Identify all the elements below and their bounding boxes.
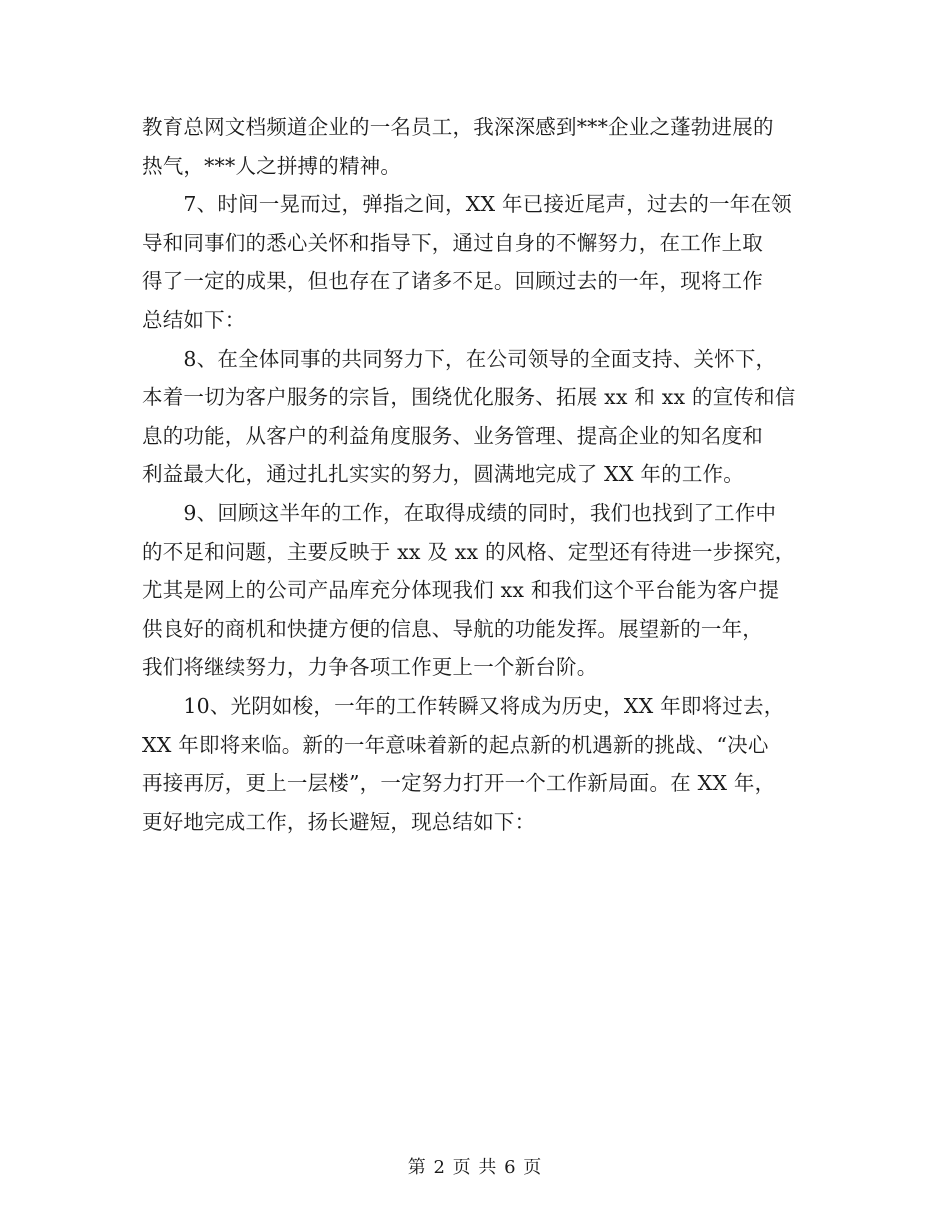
text-line: 再接再厉，更上一层楼”，一定努力打开一个工作新局面。在 XX 年，	[142, 771, 776, 796]
text-line: 供良好的商机和快捷方便的信息、导航的功能发挥。展望新的一年，	[142, 616, 763, 641]
document-body	[142, 108, 814, 841]
paragraph-intro	[142, 108, 814, 185]
page-number-footer: 第 2 页 共 6 页	[407, 1157, 543, 1178]
paragraph-item-10	[142, 687, 814, 841]
text-line: 导和同事们的悉心关怀和指导下，通过自身的不懈努力，在工作上取	[142, 230, 763, 255]
text-line: 更好地完成工作，扬长避短，现总结如下：	[142, 809, 536, 834]
text-line: 本着一切为客户服务的宗旨，围绕优化服务、拓展 xx 和 xx 的宣传和信	[142, 385, 796, 410]
text-line: 的不足和问题，主要反映于 xx 及 xx 的风格、定型还有待进一步探究，	[142, 539, 796, 564]
text-line: 总结如下：	[142, 307, 246, 332]
text-line: 7、时间一晃而过，弹指之间，XX 年已接近尾声，过去的一年在领	[142, 192, 792, 217]
paragraph-item-9	[142, 494, 814, 687]
text-line: 得了一定的成果，但也存在了诸多不足。回顾过去的一年，现将工作	[142, 269, 763, 294]
text-line: 10、光阴如梭，一年的工作转瞬又将成为历史，XX 年即将过去，	[142, 693, 785, 718]
text-line: 息的功能，从客户的利益角度服务、业务管理、提高企业的知名度和	[142, 423, 763, 448]
text-line: XX 年即将来临。新的一年意味着新的起点新的机遇新的挑战、“决心	[142, 732, 769, 757]
paragraph-item-8	[142, 340, 814, 494]
text-line: 8、在全体同事的共同努力下，在公司领导的全面支持、关怀下，	[142, 346, 777, 371]
text-line: 教育总网文档频道企业的一名员工，我深深感到***企业之蓬勃进展的	[142, 115, 774, 139]
text-line: 尤其是网上的公司产品库充分体现我们 xx 和我们这个平台能为客户提	[142, 578, 780, 603]
paragraph-item-7	[142, 185, 814, 339]
text-line: 9、回顾这半年的工作，在取得成绩的同时，我们也找到了工作中	[142, 500, 777, 525]
text-line: 热气，***人之拼搏的精神。	[142, 153, 402, 178]
text-line: 我们将继续努力，力争各项工作更上一个新台阶。	[142, 655, 598, 680]
text-line: 利益最大化，通过扎扎实实的努力，圆满地完成了 XX 年的工作。	[142, 462, 744, 487]
